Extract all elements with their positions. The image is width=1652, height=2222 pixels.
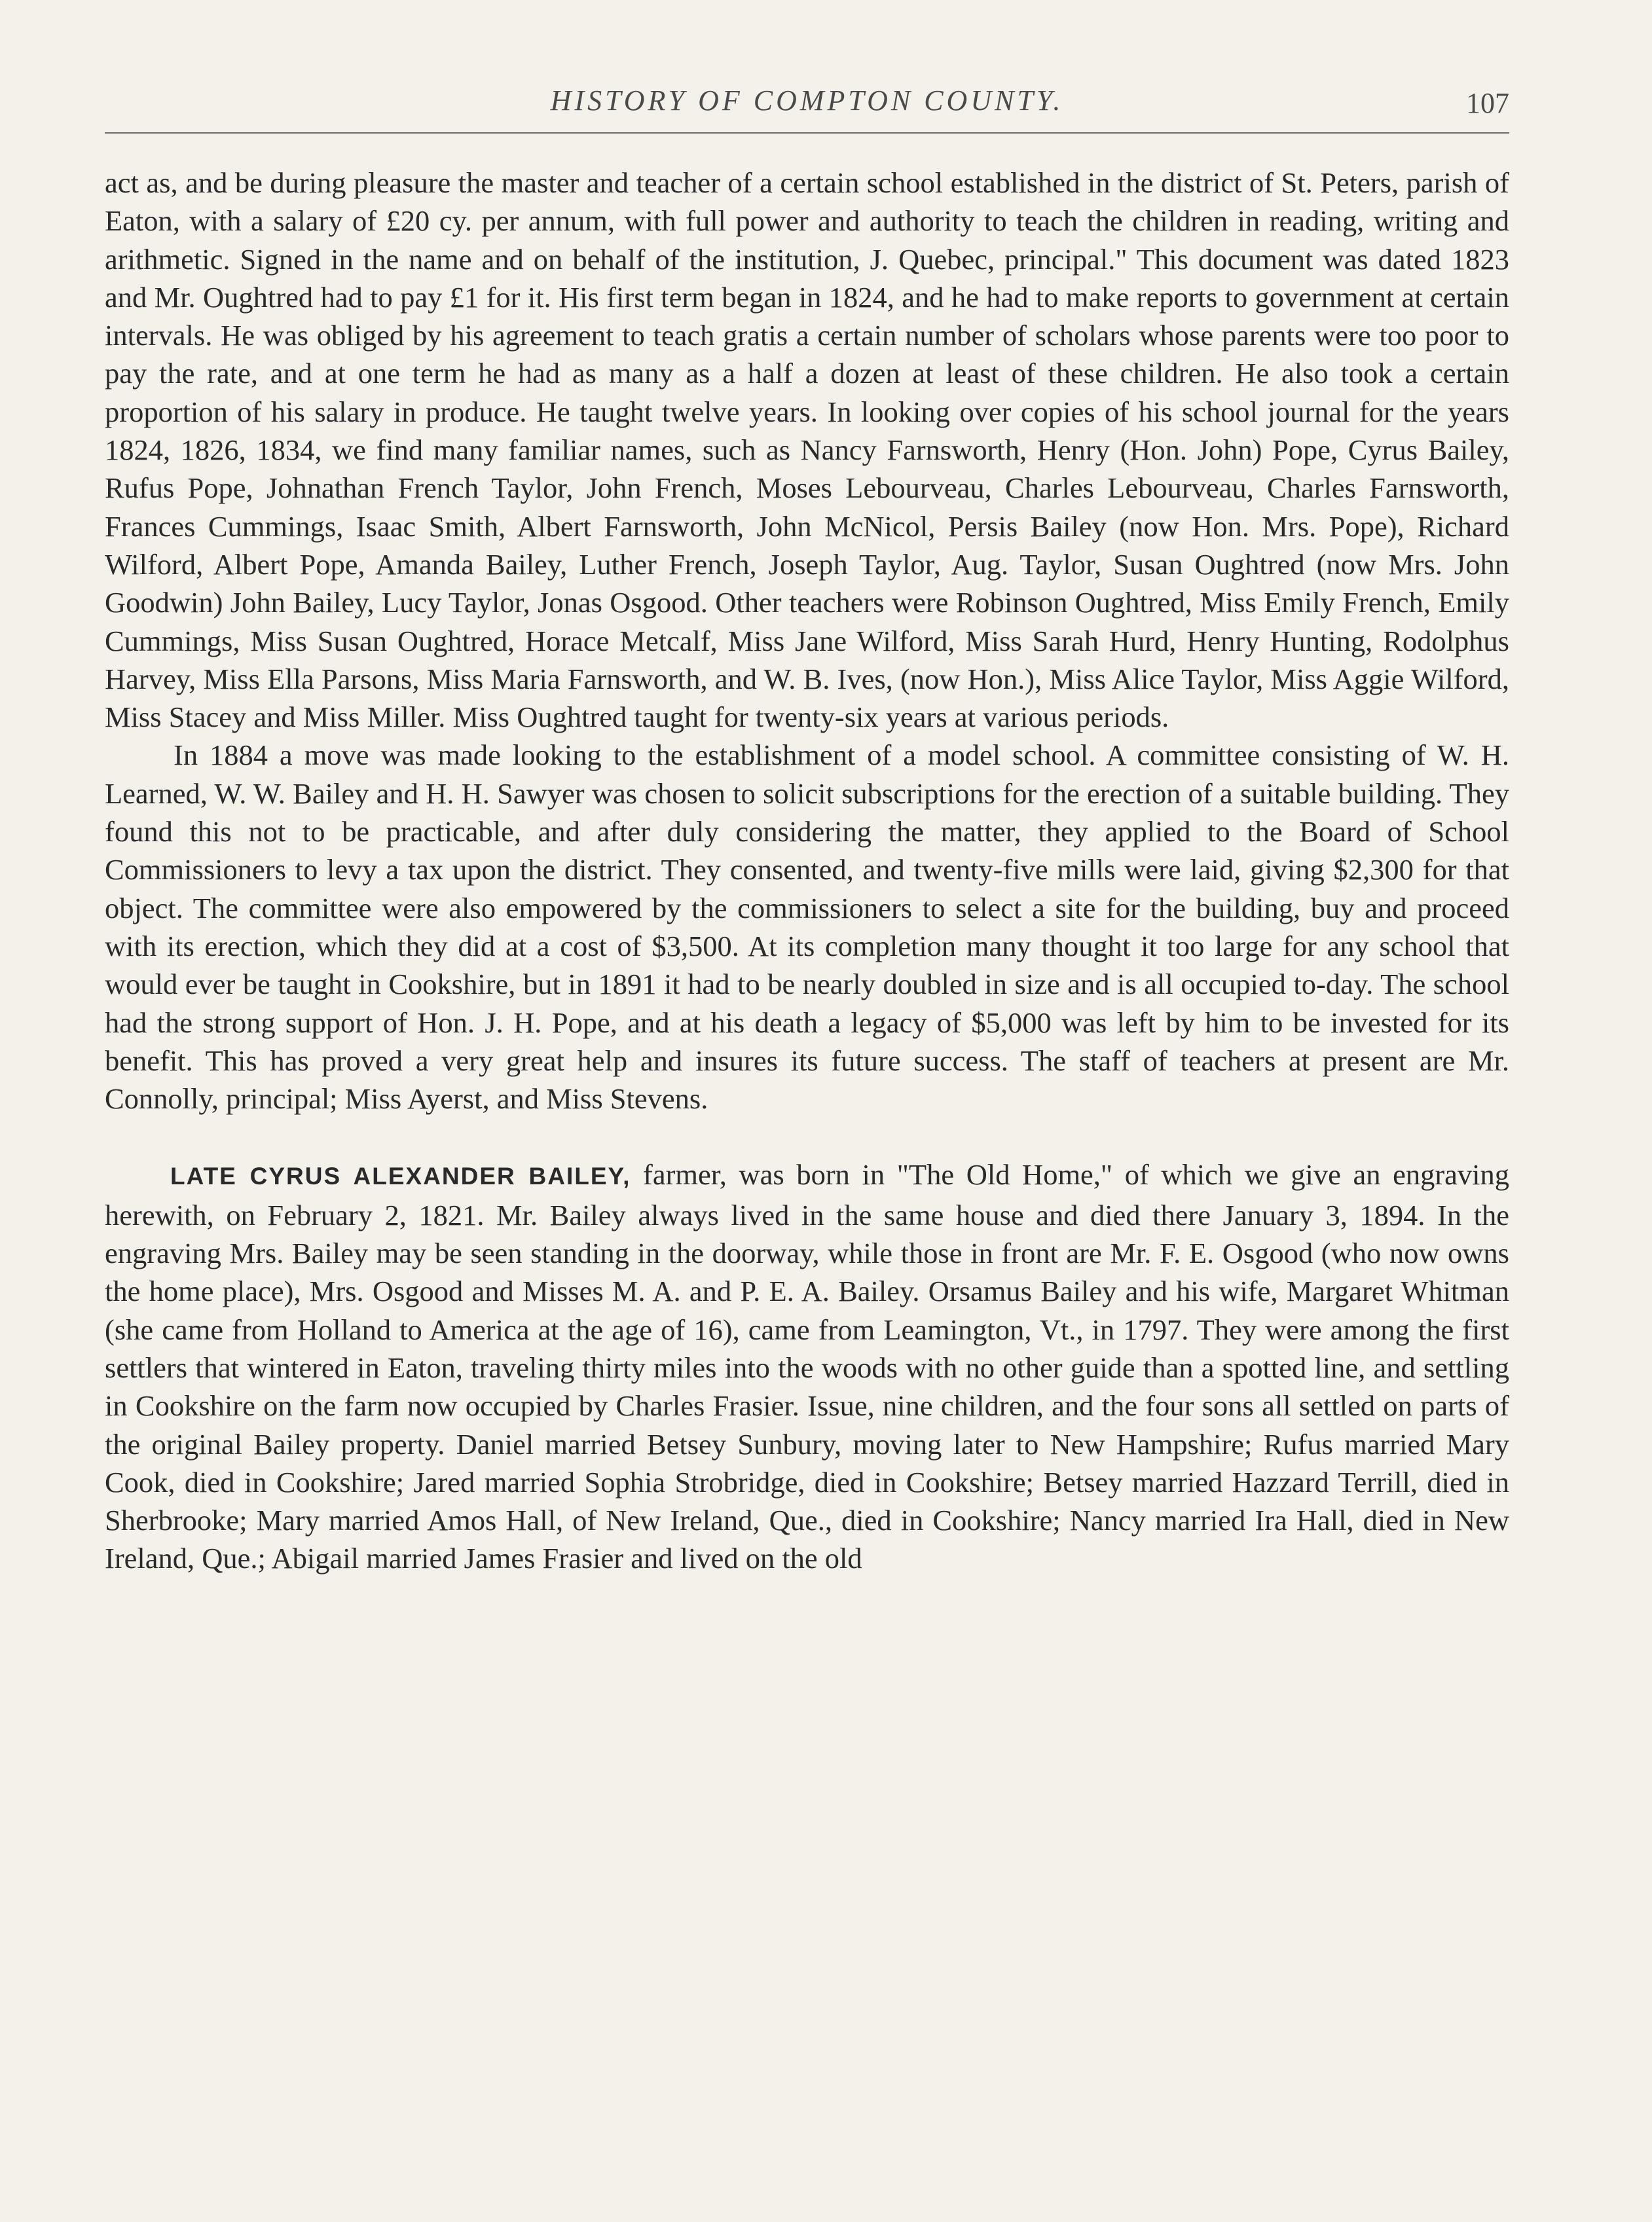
running-title: HISTORY OF COMPTON COUNTY.	[550, 84, 1064, 117]
paragraph-school-history: act as, and be during pleasure the master and teacher of a certain school established in the district of St. Peters, parish of Eaton, with a salary of £20 cy. per annum, with full power and authority to teach the children in reading, writing and arithmetic. Signed in the name and on behalf of the institution, J. Quebec, principal." This document was dated 1823 and Mr. Oughtred had to pay £1 for it. His first term began in 1824, and he had to make reports to government at certain intervals. He was obliged by his agreement to teach gratis a certain number of scholars whose parents were too poor to pay the rate, and at one term he had as many as a half a dozen at least of these children. He also took a certain proportion of his salary in produce. He taught twelve years. In looking over copies of his school journal for the years 1824, 1826, 1834, we find many familiar names, such as Nancy Farnsworth, Henry (Hon. John) Pope, Cyrus Bailey, Rufus Pope, Johnathan French Taylor, John French, Moses Lebourveau, Charles Lebourveau, Charles Farnsworth, Frances Cummings, Isaac Smith, Albert Farnsworth, John McNicol, Persis Bailey (now Hon. Mrs. Pope), Richard Wilford, Albert Pope, Amanda Bailey, Luther French, Joseph Taylor, Aug. Taylor, Susan Oughtred (now Mrs. John Goodwin) John Bailey, Lucy Taylor, Jonas Osgood. Other teachers were Robinson Oughtred, Miss Emily French, Emily Cummings, Miss Susan Oughtred, Horace Metcalf, Miss Jane Wilford, Miss Sarah Hurd, Henry Hunting, Rodolphus Harvey, Miss Ella Parsons, Miss Maria Farnsworth, and W. B. Ives, (now Hon.), Miss Alice Taylor, Miss Aggie Wilford, Miss Stacey and Miss Miller. Miss Oughtred taught for twenty-six years at various periods.	[105, 166, 1509, 734]
paragraph-bailey-biography	[105, 1156, 1509, 1577]
body-text	[105, 164, 1509, 1578]
page-number: 107	[1466, 87, 1509, 119]
paragraph-model-school: In 1884 a move was made looking to the establishment of a model school. A committee consisting of W. H. Learned, W. W. Bailey and H. H. Sawyer was chosen to solicit subscriptions for the erection of a suitable building. They found this not to be practicable, and after duly considering the matter, they applied to the Board of School Commissioners to levy a tax upon the district. They consented, and twenty-five mills were laid, giving $2,300 for that object. The committee were also empowered by the commissioners to select a site for the building, buy and proceed with its erection, which they did at a cost of $3,500. At its completion many thought it too large for any school that would ever be taught in Cookshire, but in 1891 it had to be nearly doubled in size and is all occupied to-day. The school had the strong support of Hon. J. H. Pope, and at his death a legacy of $5,000 was left by him to be invested for its benefit. This has proved a very great help and insures its future success. The staff of teachers at present are Mr. Connolly, principal; Miss Ayerst, and Miss Stevens.	[105, 738, 1509, 1116]
header-rule	[105, 132, 1509, 134]
biography-lead-in: LATE CYRUS ALEXANDER BAILEY,	[170, 1163, 631, 1190]
biography-text: farmer, was born in "The Old Home," of which we give an engraving herewith, on February 2, 1821. Mr. Bailey always lived in the same house and died there January 3, 1894. In the engraving Mrs. Bailey may be seen standing in the doorway, while those in front are Mr. F. E. Osgood (who now owns the home place), Mrs. Osgood and Misses M. A. and P. E. A. Bailey. Orsamus Bailey and his wife, Margaret Whitman (she came from Holland to America at the age of 16), came from Leamington, Vt., in 1797. They were among the first settlers that wintered in Eaton, traveling thirty miles into the woods with no other guide than a spotted line, and settling in Cookshire on the farm now occupied by Charles Frasier. Issue, nine children, and the four sons all settled on parts of the original Bailey property. Daniel married Betsey Sunbury, moving later to New Hampshire; Rufus married Mary Cook, died in Cookshire; Jared married Sophia Strobridge, died in Cookshire; Betsey married Hazzard Terrill, died in Sherbrooke; Mary married Amos Hall, of New Ireland, Que., died in Cookshire; Nancy married Ira Hall, died in New Ireland, Que.; Abigail married James Frasier and lived on the old	[105, 1158, 1510, 1575]
running-head	[105, 84, 1509, 123]
